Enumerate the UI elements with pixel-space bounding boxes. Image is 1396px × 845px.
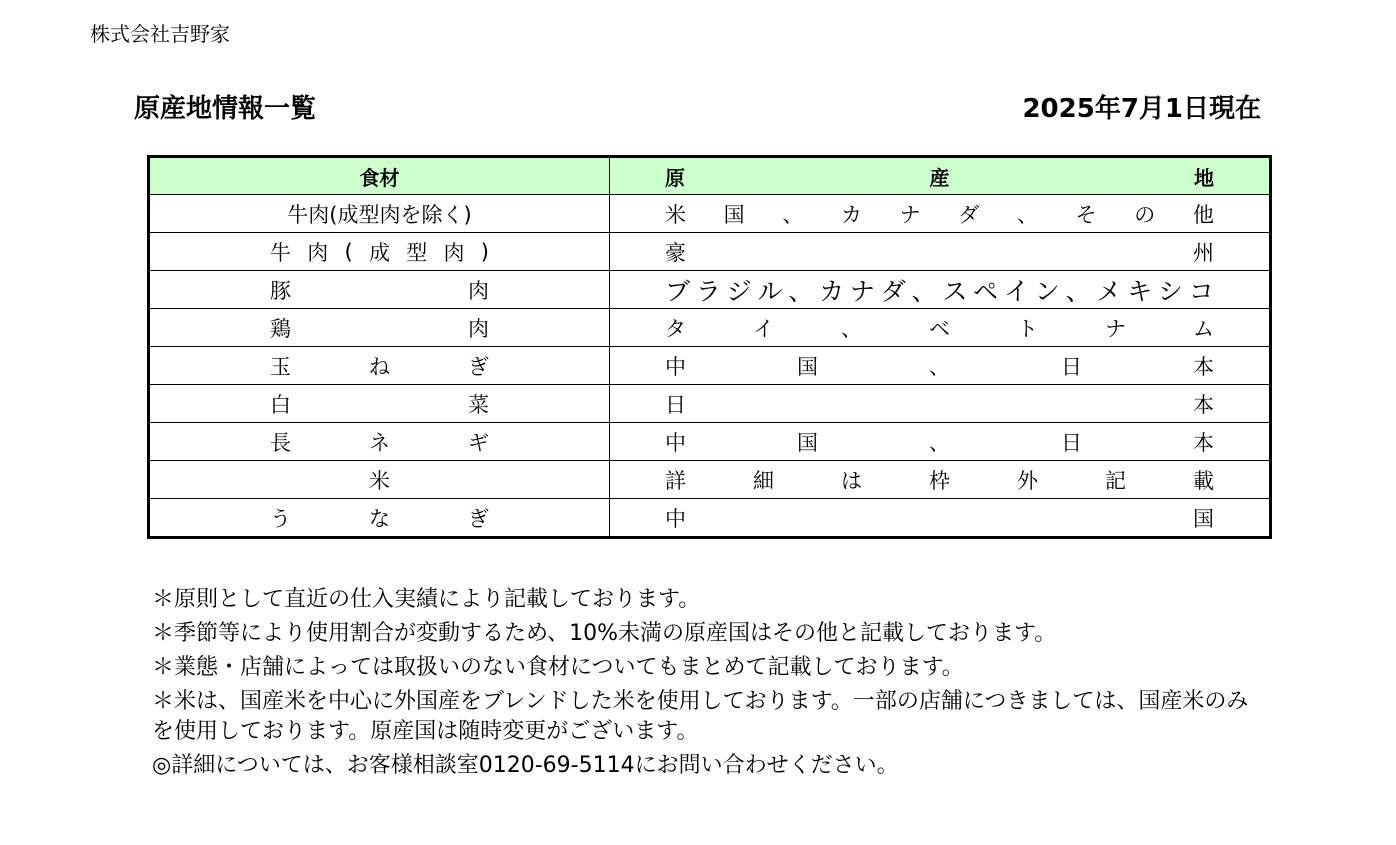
origin-char: 、 [841, 316, 862, 341]
origin-label [610, 499, 1269, 536]
food-char: 肉 [468, 316, 489, 341]
food-char: な [369, 506, 390, 531]
table-row [149, 385, 1271, 423]
notes-section [152, 585, 1267, 785]
note-4: ＊米は、国産米を中心に外国産をブレンドした米を使用しております。一部の店舗につきましては、国産米のみを使用しております。原産国は随時変更がございます。 [152, 689, 1249, 744]
origin-cell [610, 423, 1271, 461]
food-label [150, 233, 609, 270]
origin-char: ル [757, 276, 783, 306]
food-cell [149, 499, 610, 538]
origin-cell [610, 309, 1271, 347]
origin-char: ナ [899, 202, 921, 227]
origin-char: ダ [958, 202, 980, 227]
origin-label [610, 233, 1269, 270]
food-char: 玉 [270, 354, 291, 379]
food-char: う [270, 506, 291, 531]
food-char: ぎ [468, 354, 489, 379]
origin-char: 、 [1016, 202, 1038, 227]
origin-char: ベ [929, 316, 950, 341]
origin-char: カ [819, 276, 845, 306]
table-row [149, 271, 1271, 309]
food-label [150, 347, 609, 384]
origin-char: ダ [880, 276, 906, 306]
origin-char: 他 [1192, 202, 1214, 227]
food-char: 肉 [307, 240, 329, 265]
food-char: 白 [270, 392, 291, 417]
origin-char: 、 [911, 276, 937, 306]
food-char: 豚 [270, 278, 291, 303]
origin-char: 詳 [665, 468, 686, 493]
origin-char: ペ [973, 276, 999, 306]
food-label [150, 385, 609, 422]
origin-char: イ [753, 316, 774, 341]
food-char: 鶏 [270, 316, 291, 341]
note-3: ＊業態・店舗によっては取扱いのない食材についてもまとめて記載しております。 [152, 655, 964, 680]
origin-label [610, 309, 1269, 346]
origin-char: タ [665, 316, 686, 341]
origin-char: 日 [665, 392, 686, 417]
origin-char: は [841, 468, 862, 493]
food-cell [149, 309, 610, 347]
origin-char: 、 [1065, 276, 1091, 306]
origin-char: イ [1003, 276, 1029, 306]
origin-char: 、 [929, 354, 950, 379]
header-food [149, 157, 610, 195]
table-row [149, 423, 1271, 461]
origin-char: ジ [726, 276, 752, 306]
food-char: ギ [468, 430, 489, 455]
origin-char: 細 [753, 468, 774, 493]
origin-char: 、 [929, 430, 950, 455]
origin-char: 国 [1193, 506, 1214, 531]
food-label [150, 309, 609, 346]
food-label [150, 499, 609, 536]
note-2: ＊季節等により使用割合が変動するため、10%未満の原産国はその他と記載しております。 [152, 621, 1057, 646]
origin-char: そ [1075, 202, 1097, 227]
origin-cell [610, 271, 1271, 309]
company-name: 株式会社吉野家 [90, 22, 230, 46]
table-header-row [149, 157, 1271, 195]
food-label: 米 [369, 468, 390, 493]
as-of-date: 2025年7月1日現在 [1022, 94, 1261, 124]
origin-cell [610, 233, 1271, 271]
food-label: 牛肉(成型肉を除く) [287, 202, 472, 227]
origin-char: 中 [665, 506, 686, 531]
food-char: 長 [270, 430, 291, 455]
food-char: ぎ [468, 506, 489, 531]
food-cell [149, 423, 610, 461]
origin-char: 、 [782, 202, 804, 227]
origin-cell [610, 385, 1271, 423]
table-row [149, 461, 1271, 499]
note-1: ＊原則として直近の仕入実績により記載しております。 [152, 587, 701, 612]
origin-cell [610, 195, 1271, 233]
origin-char: メ [1096, 276, 1122, 306]
origin-char: ナ [1105, 316, 1126, 341]
contact-note: ◎詳細については、お客様相談室0120-69-5114にお問い合わせください。 [152, 753, 899, 778]
food-char: ( [344, 239, 353, 264]
food-cell [149, 233, 610, 271]
origin-char: 枠 [929, 468, 950, 493]
origin-char: ト [1017, 316, 1038, 341]
origin-char: の [1134, 202, 1156, 227]
table-row [149, 499, 1271, 538]
origin-label [610, 423, 1269, 460]
header-origin-char: 産 [929, 165, 950, 190]
origin-cell [610, 461, 1271, 499]
origin-char: 米 [665, 202, 686, 227]
origin-char: ム [1193, 316, 1214, 341]
origin-char: ン [1034, 276, 1060, 306]
origin-table [147, 155, 1272, 539]
origin-char: 日 [1061, 430, 1082, 455]
origin-label [610, 347, 1269, 384]
header-origin-char: 地 [1194, 165, 1214, 190]
header-origin [610, 157, 1271, 195]
origin-char: 中 [665, 354, 686, 379]
origin-char: ラ [695, 276, 721, 306]
food-label [150, 423, 609, 460]
origin-char: コ [1188, 276, 1214, 306]
origin-char: 本 [1193, 430, 1214, 455]
origin-char: 本 [1193, 392, 1214, 417]
header-origin-char: 原 [665, 165, 685, 190]
header-origin-label [610, 158, 1269, 194]
food-cell [149, 347, 610, 385]
origin-label [610, 385, 1269, 422]
table-row [149, 233, 1271, 271]
origin-cell [610, 347, 1271, 385]
food-char: 肉 [468, 278, 489, 303]
header-food-label: 食材 [359, 165, 400, 190]
origin-char: 州 [1193, 240, 1214, 265]
table-row [149, 195, 1271, 233]
food-cell [149, 271, 610, 309]
food-char: 肉 [443, 240, 465, 265]
origin-char: 日 [1061, 354, 1082, 379]
origin-char: ナ [849, 276, 875, 306]
food-char: 菜 [468, 392, 489, 417]
origin-char: カ [840, 202, 862, 227]
origin-char: 外 [1017, 468, 1038, 493]
origin-char: 国 [797, 430, 818, 455]
origin-char: キ [1127, 276, 1153, 306]
food-char: ね [369, 354, 390, 379]
origin-char: 載 [1193, 468, 1214, 493]
origin-label [610, 461, 1269, 498]
origin-char: 国 [723, 202, 745, 227]
food-char: 牛 [270, 240, 291, 265]
table-row [149, 347, 1271, 385]
food-cell [149, 385, 610, 423]
origin-char: ス [942, 276, 968, 306]
origin-label [610, 271, 1269, 308]
page-title: 原産地情報一覧 [134, 94, 317, 124]
origin-cell [610, 499, 1271, 538]
origin-label [610, 195, 1269, 232]
table-row [149, 309, 1271, 347]
origin-char: 豪 [665, 240, 686, 265]
origin-char: ブ [665, 276, 691, 306]
food-cell [149, 461, 610, 499]
origin-char: 、 [788, 276, 814, 306]
food-label [150, 271, 609, 308]
food-char: 成 [369, 240, 390, 265]
origin-char: 本 [1193, 354, 1214, 379]
food-char: 型 [406, 240, 428, 265]
origin-char: 記 [1105, 468, 1126, 493]
origin-char: 国 [797, 354, 818, 379]
food-cell [149, 195, 610, 233]
origin-char: 中 [665, 430, 686, 455]
origin-char: シ [1158, 276, 1184, 306]
food-char: ネ [369, 430, 390, 455]
food-char: ) [480, 239, 489, 264]
